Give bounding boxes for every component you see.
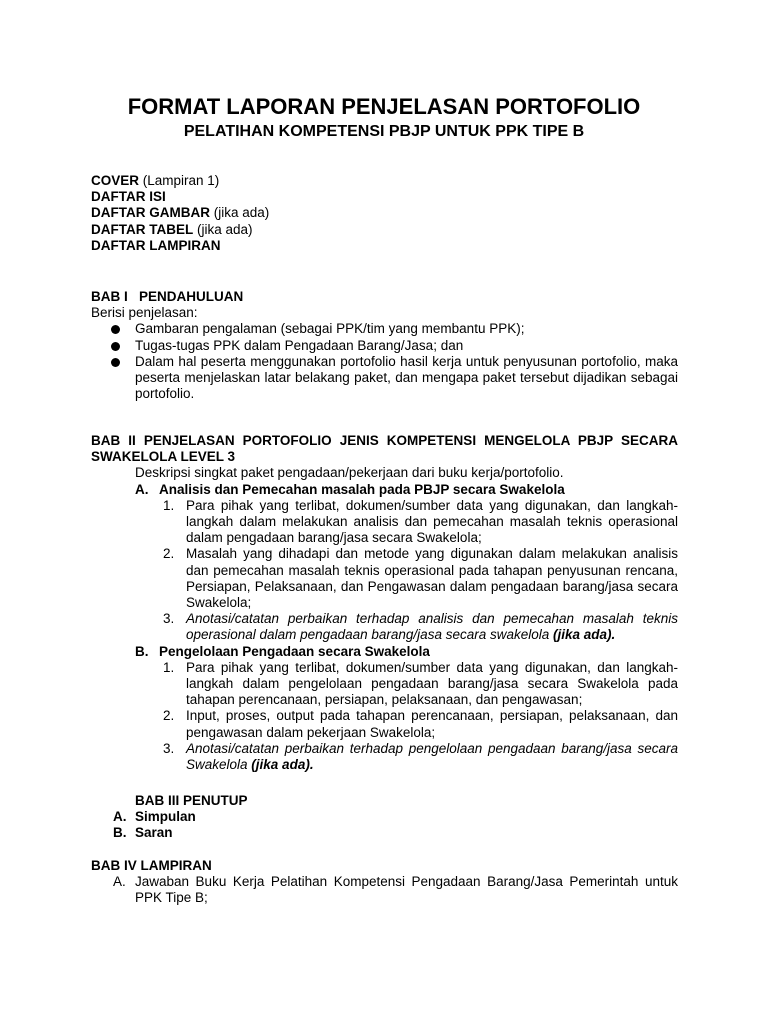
bab3-item	[91, 809, 678, 825]
document-title: FORMAT LAPORAN PENJELASAN PORTOFOLIO	[127, 94, 641, 119]
subsection-heading	[135, 482, 678, 498]
item-label: Saran	[135, 825, 173, 841]
item-marker: A.	[113, 809, 127, 825]
bab2-heading: BAB II PENJELASAN PORTOFOLIO JENIS KOMPETENSI MENGELOLA PBJP SECARA SWAKELOLA LEVEL 3	[91, 433, 678, 465]
bullet-item	[91, 338, 678, 354]
bullet-text: Tugas-tugas PPK dalam Pengadaan Barang/Jasa; dan	[135, 337, 464, 353]
bab2-subsection-a	[91, 482, 678, 498]
front-matter-item	[91, 222, 678, 238]
bab4-item	[91, 874, 678, 906]
front-matter-note: (jika ada)	[209, 205, 270, 221]
numbered-item	[91, 498, 678, 547]
front-matter-note: (Lampiran 1)	[139, 173, 220, 188]
item-annotation-text: Anotasi/catatan perbaikan terhadap pengelolaan pengadaan barang/jasa secara Swakelola	[186, 740, 678, 773]
front-matter-item	[91, 238, 678, 254]
document-subtitle: PELATIHAN KOMPETENSI PBJP UNTUK PPK TIPE B	[183, 123, 585, 140]
bab3-section	[91, 793, 678, 842]
numbered-item	[91, 611, 678, 643]
front-matter-item	[91, 189, 678, 205]
item-number: 3.	[163, 740, 175, 756]
item-text: Jawaban Buku Kerja Pelatihan Kompetensi Pengadaan Barang/Jasa Pemerintah untuk PPK Tipe B;	[135, 874, 678, 906]
bullet-icon	[111, 325, 120, 334]
front-matter-label: DAFTAR TABEL	[91, 221, 194, 237]
item-number: 2.	[163, 546, 175, 562]
bullet-text: Gambaran pengalaman (sebagai PPK/tim yang membantu PPK);	[135, 321, 525, 337]
item-text: Para pihak yang terlibat, dokumen/sumber data yang digunakan, dan langkah-langkah dalam melakukan analisis dan pemecahan masalah teknis operasional dalam pengadaan barang/jasa secara Swakelola;	[186, 497, 678, 546]
bullet-icon	[111, 358, 120, 367]
subsection-a-items	[91, 498, 678, 644]
front-matter-label: COVER	[91, 173, 140, 188]
item-text: Input, proses, output pada tahapan perencanaan, persiapan, pelaksanaan, dan pengawasan dalam pekerjaan Swakelola;	[186, 708, 678, 740]
front-matter-item	[91, 173, 678, 189]
bab1-intro: Berisi penjelasan:	[91, 305, 198, 321]
item-annotation-suffix: (jika ada).	[553, 627, 616, 643]
bullet-item	[91, 354, 678, 403]
numbered-item	[91, 660, 678, 709]
item-text: Masalah yang dihadapi dan metode yang digunakan dalam melakukan analisis dan pemecahan masalah teknis operasional pada tahapan penyusunan rencana, Persiapan, Pelaksanaan, dan Pengawasan dalam pengadaan barang/jasa secara Swakelola;	[186, 546, 678, 611]
item-number: 3.	[163, 611, 175, 627]
numbered-item	[91, 708, 678, 740]
bab3-item	[91, 825, 678, 841]
front-matter-label: DAFTAR ISI	[91, 189, 166, 205]
item-text: Para pihak yang terlibat, dokumen/sumber data yang digunakan, dan langkah-langkah dalam pengelolaan pengadaan barang/jasa secara Swakelola pada tahapan perencanaan, persiapan, pelaksanaan, dan pengawasan;	[186, 659, 678, 708]
front-matter-label: DAFTAR LAMPIRAN	[91, 237, 221, 253]
item-annotation-text: Anotasi/catatan perbaikan terhadap analisis dan pemecahan masalah teknis operasional dalam pengadaan barang/jasa secara swakelola	[186, 611, 678, 643]
bab2-subsection-b	[91, 644, 678, 660]
bab2-intro: Deskripsi singkat paket pengadaan/pekerjaan dari buku kerja/portofolio.	[135, 465, 564, 481]
front-matter-note: (jika ada)	[193, 221, 253, 237]
subsection-marker: B.	[135, 643, 149, 659]
subsection-title: Pengelolaan Pengadaan secara Swakelola	[159, 643, 430, 659]
item-marker: A.	[113, 874, 126, 890]
bab1-heading: BAB I PENDAHULUAN	[91, 289, 244, 304]
front-matter-list	[91, 173, 678, 254]
bab1-section	[91, 289, 678, 402]
item-number: 2.	[163, 708, 175, 724]
bullet-item	[91, 321, 678, 337]
numbered-item	[91, 741, 678, 773]
front-matter-label: DAFTAR GAMBAR	[91, 205, 210, 221]
bab2-section	[91, 433, 678, 773]
item-number: 1.	[163, 659, 175, 675]
subsection-b-items	[91, 660, 678, 773]
item-label: Simpulan	[135, 809, 196, 825]
bullet-icon	[111, 342, 120, 351]
item-number: 1.	[163, 497, 175, 513]
item-annotation-suffix: (jika ada).	[251, 757, 314, 773]
bab3-heading: BAB III PENUTUP	[135, 793, 248, 808]
bab4-section	[91, 858, 678, 907]
front-matter-item	[91, 205, 678, 221]
subsection-heading	[135, 644, 678, 660]
subsection-marker: A.	[135, 481, 149, 497]
bab4-heading: BAB IV LAMPIRAN	[91, 858, 212, 873]
item-marker: B.	[113, 825, 127, 841]
subsection-title: Analisis dan Pemecahan masalah pada PBJP secara Swakelola	[159, 481, 565, 497]
bab1-bullet-list	[91, 321, 678, 402]
numbered-item	[91, 546, 678, 611]
bullet-text: Dalam hal peserta menggunakan portofolio hasil kerja untuk penyusunan portofolio, maka peserta menjelaskan latar belakang paket, dan mengapa paket tersebut dijadikan sebagai portofolio.	[135, 353, 678, 402]
